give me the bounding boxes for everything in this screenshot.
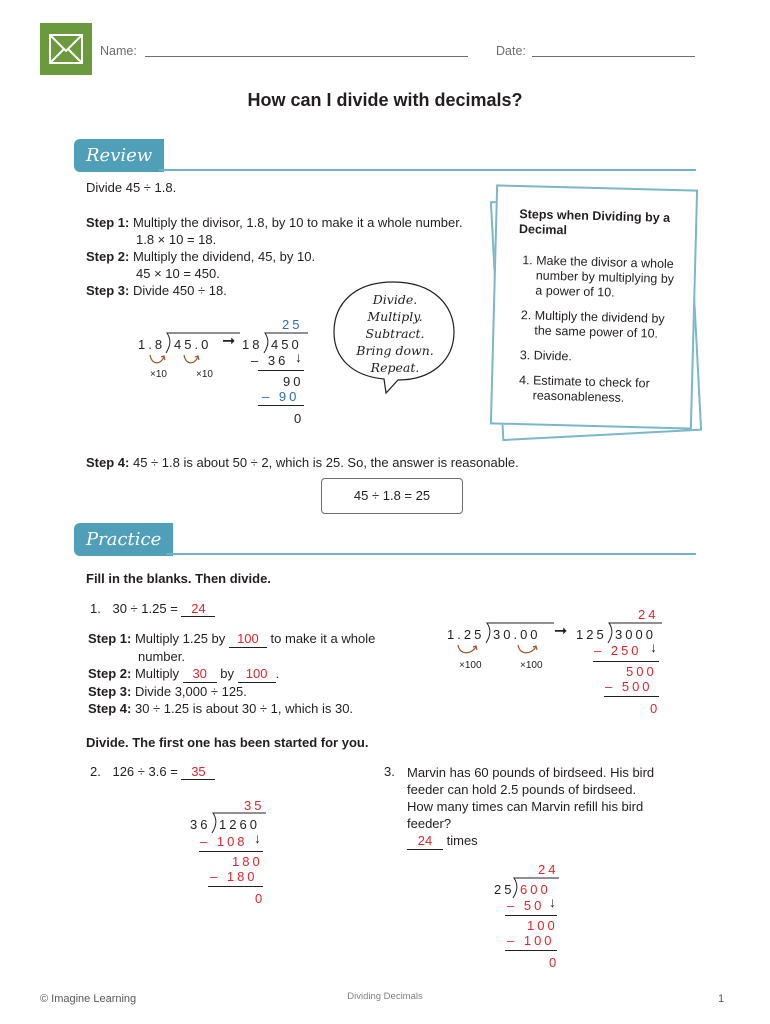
q2-rule — [208, 886, 263, 887]
answer-box: 45 ÷ 1.8 = 25 — [321, 478, 463, 514]
bring-down-arrow-icon: ↓ — [295, 349, 302, 365]
shift-arrows-icon — [452, 643, 562, 659]
q1-s1-label: Step 1: — [88, 631, 132, 646]
practice-rule — [166, 553, 696, 555]
q3-line: feeder? — [407, 816, 452, 831]
q2-answer[interactable]: 35 — [181, 764, 215, 780]
q1-s1-answer[interactable]: 100 — [229, 630, 267, 648]
card-step: 1. Make the divisor a whole number by multiplying by a power of 10. — [535, 253, 678, 302]
div2-rule — [258, 370, 304, 371]
q1-div1-divisor: 1.25 — [447, 627, 485, 642]
card-step: 3. Divide. — [534, 348, 676, 367]
bring-down-arrow-icon: ↓ — [650, 639, 657, 655]
q1-div2-dividend: 3000 — [615, 627, 656, 642]
question-1 — [90, 601, 215, 617]
div2-divisor: 18 — [242, 337, 263, 352]
review-rule — [159, 169, 696, 171]
q2-dividend: 1260 — [219, 817, 260, 832]
q3-number: 3. — [384, 764, 395, 779]
div2-dividend: 450 — [271, 337, 302, 352]
div2-rem1: 90 — [283, 374, 304, 389]
q1-div2-rem2: 0 — [650, 701, 661, 716]
div1-divisor: 1.8 — [138, 337, 166, 352]
q1-s1-pre: Multiply 1.25 by — [134, 631, 226, 646]
q1-steps — [88, 630, 375, 717]
q1-div2-quotient: 24 — [638, 607, 659, 622]
times100-label: ×100 — [459, 660, 482, 671]
div2-sub2: – 90 — [262, 389, 300, 404]
q1-s2-label: Step 2: — [88, 666, 132, 681]
review-tag: Review — [74, 139, 164, 172]
q1-s4-label: Step 4: — [88, 701, 132, 716]
q1-div1-dividend: 30.00 — [493, 627, 541, 642]
q1-s3-text: Divide 3,000 ÷ 125. — [134, 684, 247, 699]
q1-div2-divisor: 125 — [576, 627, 607, 642]
div1-dividend: 45.0 — [174, 337, 212, 352]
div2-rule — [258, 405, 304, 406]
q1-s1-cont: number. — [138, 649, 185, 664]
bubble-text — [340, 291, 450, 376]
bring-down-arrow-icon: ↓ — [549, 894, 556, 910]
step4-text: 45 ÷ 1.8 is about 50 ÷ 2, which is 25. So, the answer is reasonable. — [132, 455, 519, 470]
instruction-1: Fill in the blanks. Then divide. — [86, 571, 271, 586]
times100-label: ×100 — [520, 660, 543, 671]
q2-text: 126 ÷ 3.6 = — [112, 764, 178, 779]
steps-card — [490, 184, 698, 429]
div2-sub1-value: – 36 — [251, 353, 289, 368]
q1-answer[interactable]: 24 — [181, 601, 215, 617]
arrow-right-icon: ➞ — [554, 623, 568, 640]
q1-s4-text: 30 ÷ 1.25 is about 30 ÷ 1, which is 30. — [134, 701, 354, 716]
q1-s2-mid: by — [220, 666, 235, 681]
card-step: 2. Multiply the dividend by the same power of 10. — [534, 308, 677, 342]
q3-rule — [505, 915, 557, 916]
footer-page-number: 1 — [718, 993, 725, 1005]
div2-quotient: 25 — [282, 317, 303, 332]
times10-label: ×10 — [150, 369, 167, 380]
q1-div2-sub1: – 250 — [594, 643, 642, 658]
q1-number: 1. — [90, 601, 101, 616]
q1-s2-answer-1[interactable]: 30 — [183, 665, 217, 683]
step1-text: Multiply the divisor, 1.8, by 10 to make it a whole number. — [132, 215, 463, 230]
step4-label: Step 4: — [86, 455, 130, 470]
date-label: Date: — [496, 44, 526, 58]
step3-text: Divide 450 ÷ 18. — [132, 283, 227, 298]
q2-quotient: 35 — [244, 798, 265, 813]
q3-line: feeder can hold 2.5 pounds of birdseed. — [407, 782, 637, 797]
bubble-line: Subtract. — [365, 326, 425, 341]
shift-arrows-icon — [144, 353, 224, 369]
card-title: Steps when Dividing by a Decimal — [518, 207, 671, 238]
q3-times: times — [446, 833, 478, 848]
q1-div2-rule — [604, 696, 659, 697]
q3-answer[interactable]: 24 — [407, 832, 443, 850]
step4 — [86, 455, 519, 470]
practice-tag: Practice — [74, 523, 173, 556]
q2-rule — [199, 851, 263, 852]
q3-quotient: 24 — [538, 862, 559, 877]
name-label: Name: — [100, 44, 137, 58]
q2-rem2: 0 — [255, 891, 266, 906]
q1-s1-post: to make it a whole — [270, 631, 376, 646]
bubble-line: Repeat. — [370, 360, 420, 375]
footer-copyright: © Imagine Learning — [40, 993, 137, 1005]
times10-label: ×10 — [196, 369, 213, 380]
date-field[interactable] — [532, 56, 695, 57]
q1-s3-label: Step 3: — [88, 684, 132, 699]
page-title: How can I divide with decimals? — [247, 90, 523, 110]
q3-divisor: 25 — [494, 882, 515, 897]
q1-div2-rem1: 500 — [626, 664, 657, 679]
q3-rule — [505, 950, 557, 951]
review-prompt: Divide 45 ÷ 1.8. — [86, 180, 177, 195]
q2-sub2: – 180 — [210, 869, 258, 884]
bubble-line: Bring down. — [356, 343, 434, 358]
q1-s2-answer-2[interactable]: 100 — [238, 665, 276, 683]
arrow-right-icon: ➞ — [222, 333, 236, 350]
bubble-line: Divide. — [372, 292, 418, 307]
name-field[interactable] — [145, 56, 468, 57]
q2-rem1: 180 — [232, 854, 263, 869]
step2-calc: 45 × 10 = 450. — [136, 266, 220, 281]
instruction-2: Divide. The first one has been started for you. — [86, 735, 369, 750]
step2-label: Step 2: — [86, 249, 130, 264]
div2-rem2: 0 — [294, 411, 305, 426]
q3-dividend: 600 — [520, 882, 551, 897]
q1-s2-pre: Multiply — [134, 666, 180, 681]
q2-divisor: 36 — [190, 817, 211, 832]
step2-text: Multiply the dividend, 45, by 10. — [132, 249, 316, 264]
bubble-line: Multiply. — [367, 309, 423, 324]
card-step: 4. Estimate to check for reasonableness. — [532, 373, 675, 407]
div2-sub1 — [251, 353, 288, 368]
step1-label: Step 1: — [86, 215, 130, 230]
q1-div2-rule — [593, 661, 659, 662]
q3-line: How many times can Marvin refill his bird — [407, 799, 644, 814]
question-2 — [90, 764, 215, 780]
step3-label: Step 3: — [86, 283, 130, 298]
q1-text: 30 ÷ 1.25 = — [112, 601, 178, 616]
q3-rem2: 0 — [549, 955, 560, 970]
q1-s2-post: . — [275, 666, 280, 681]
step1-calc: 1.8 × 10 = 18. — [136, 232, 217, 247]
q2-sub1: – 108 — [200, 834, 248, 849]
q3-line: Marvin has 60 pounds of birdseed. His bird — [407, 765, 655, 780]
logo-icon — [40, 23, 92, 75]
q3-rem1: 100 — [527, 918, 558, 933]
q3-sub2: – 100 — [507, 933, 555, 948]
q3-text — [407, 764, 654, 850]
bring-down-arrow-icon: ↓ — [254, 830, 261, 846]
footer-title: Dividing Decimals — [347, 991, 423, 1002]
q2-number: 2. — [90, 764, 101, 779]
card-steps — [514, 253, 678, 407]
q3-sub1: – 50 — [507, 898, 545, 913]
q1-div2-sub2: – 500 — [605, 679, 653, 694]
